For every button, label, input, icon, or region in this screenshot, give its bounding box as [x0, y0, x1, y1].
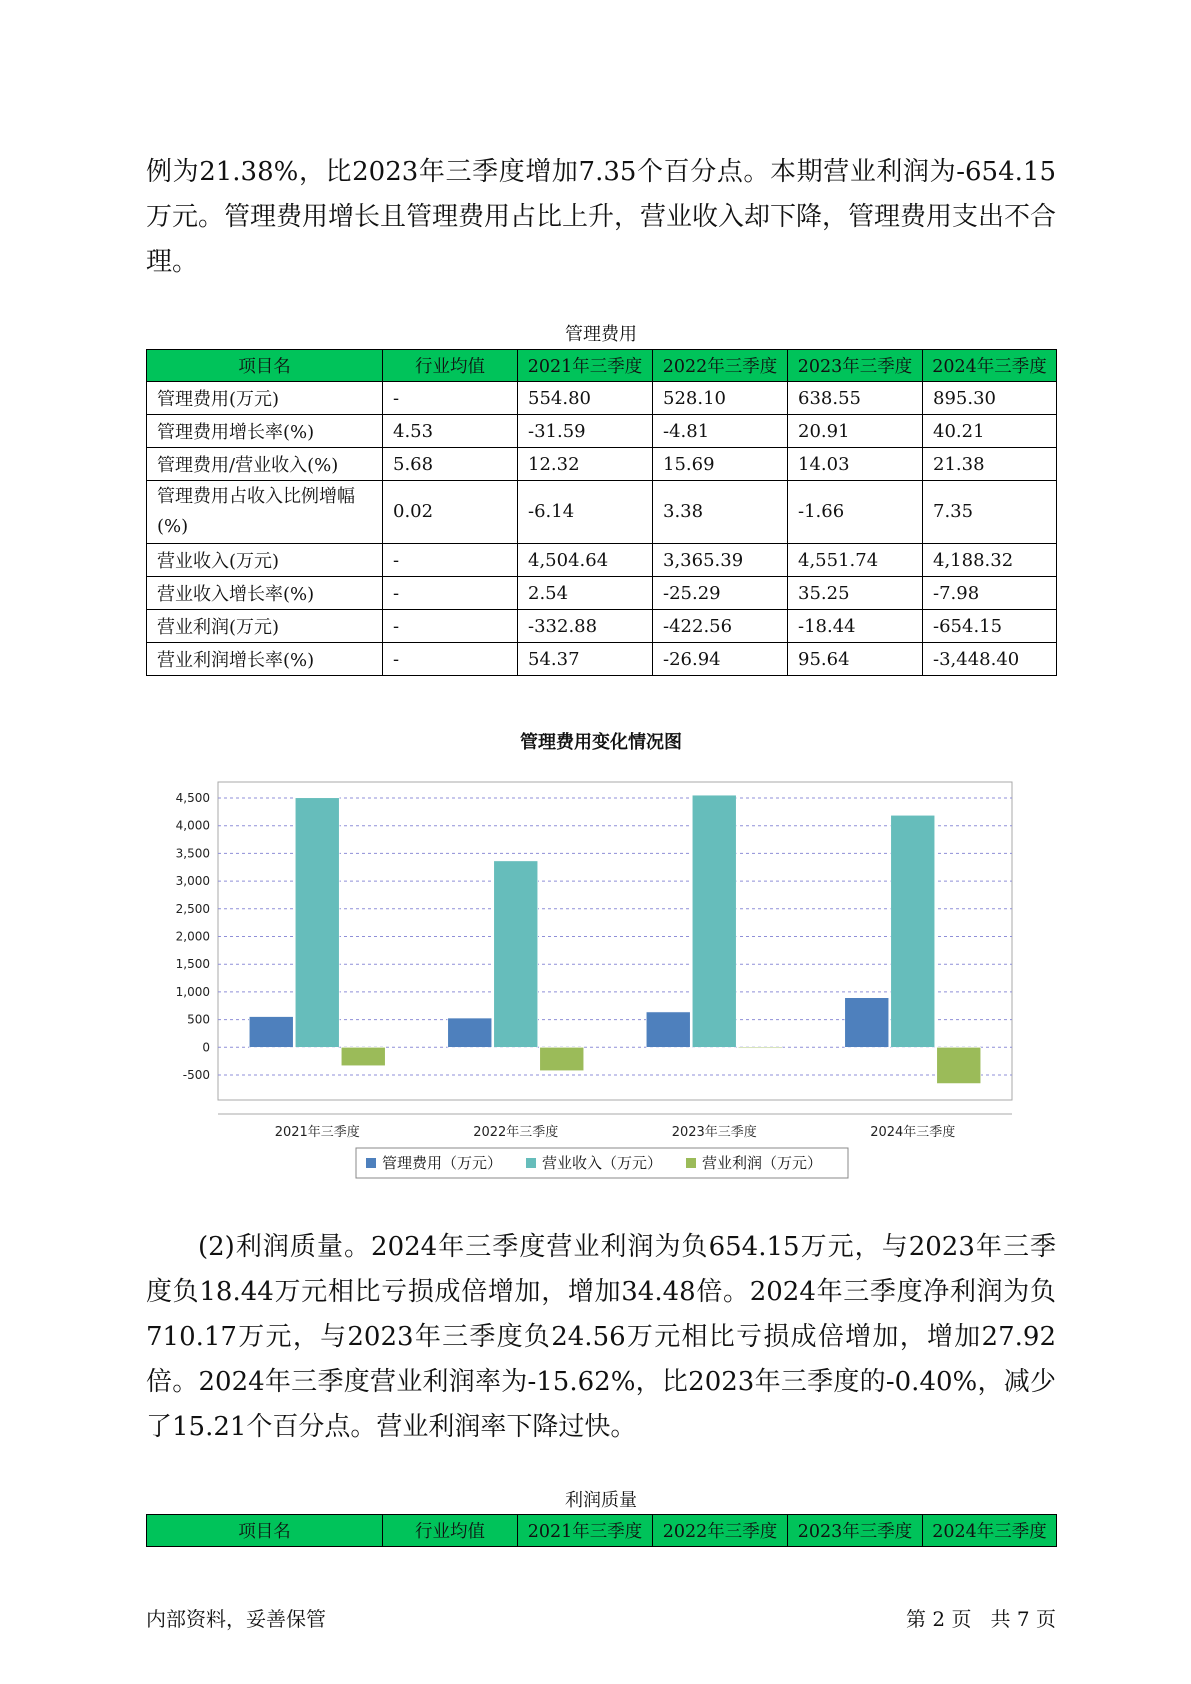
cell: -31.59 — [518, 415, 653, 448]
y-tick-label: 500 — [187, 1012, 210, 1027]
intro-paragraph: 例为21.38%，比2023年三季度增加7.35个百分点。本期营业利润为-654.15万元。管理费用增长且管理费用占比上升，营业收入却下降，管理费用支出不合理。 — [146, 157, 1057, 277]
bar — [494, 861, 538, 1047]
table-row — [147, 544, 1057, 577]
cell: 95.64 — [788, 643, 923, 676]
cell: - — [383, 610, 518, 643]
legend-swatch — [686, 1158, 696, 1168]
row-label: 管理费用(万元) — [147, 382, 383, 415]
legend-label: 管理费用（万元） — [382, 1154, 503, 1172]
row-label: 管理费用占收入比例增幅(%) — [147, 481, 383, 544]
cell: - — [383, 577, 518, 610]
y-tick-label: 0 — [202, 1040, 210, 1055]
cell: 20.91 — [788, 415, 923, 448]
row-label: 管理费用/营业收入(%) — [147, 448, 383, 481]
y-tick-label: 3,500 — [175, 846, 210, 861]
cell: 3,365.39 — [653, 544, 788, 577]
cell: -6.14 — [518, 481, 653, 544]
row-label: 营业利润(万元) — [147, 610, 383, 643]
cell: 4.53 — [383, 415, 518, 448]
table-row — [147, 610, 1057, 643]
cell: 895.30 — [923, 382, 1057, 415]
table-row — [147, 415, 1057, 448]
bar — [891, 815, 935, 1047]
cell: 12.32 — [518, 448, 653, 481]
header-cell: 2021年三季度 — [518, 350, 653, 382]
cell: 2.54 — [518, 577, 653, 610]
y-tick-label: 4,000 — [175, 818, 210, 833]
bar — [540, 1047, 584, 1070]
cell: -25.29 — [653, 577, 788, 610]
header-cell: 2021年三季度 — [518, 1515, 653, 1547]
y-tick-label: 2,500 — [175, 901, 210, 916]
admin-expense-chart — [146, 728, 1056, 1188]
header-cell: 2024年三季度 — [923, 350, 1057, 382]
cell: 15.69 — [653, 448, 788, 481]
table1-caption: 管理费用 — [565, 324, 637, 345]
y-tick-label: -500 — [182, 1068, 210, 1082]
footer-confidential: 内部资料，妥善保管 — [146, 1607, 326, 1631]
bar — [249, 1017, 293, 1048]
x-tick-label: 2024年三季度 — [870, 1125, 956, 1140]
cell: -18.44 — [788, 610, 923, 643]
header-cell: 2023年三季度 — [788, 350, 923, 382]
cell: 3.38 — [653, 481, 788, 544]
table-row — [147, 577, 1057, 610]
legend-label: 营业收入（万元） — [542, 1154, 663, 1172]
header-cell: 项目名 — [147, 1515, 383, 1547]
row-label: 营业利润增长率(%) — [147, 643, 383, 676]
table-header-row — [147, 1515, 1057, 1547]
cell: 5.68 — [383, 448, 518, 481]
cell: 4,504.64 — [518, 544, 653, 577]
cell: 40.21 — [923, 415, 1057, 448]
row-label: 营业收入(万元) — [147, 544, 383, 577]
bar — [738, 1047, 782, 1048]
header-cell: 行业均值 — [383, 1515, 518, 1547]
admin-expense-table — [146, 349, 1057, 676]
cell: -654.15 — [923, 610, 1057, 643]
cell: 7.35 — [923, 481, 1057, 544]
y-tick-label: 3,000 — [175, 874, 210, 889]
cell: -332.88 — [518, 610, 653, 643]
footer-page-number: 第 2 页 共 7 页 — [906, 1607, 1056, 1631]
cell: 554.80 — [518, 382, 653, 415]
legend-label: 营业利润（万元） — [702, 1154, 823, 1172]
table-row — [147, 382, 1057, 415]
bar — [692, 795, 736, 1047]
cell: -26.94 — [653, 643, 788, 676]
cell: 0.02 — [383, 481, 518, 544]
y-tick-label: 2,000 — [175, 929, 210, 944]
table-row — [147, 481, 1057, 544]
cell: -1.66 — [788, 481, 923, 544]
bar — [845, 998, 889, 1048]
cell: 638.55 — [788, 382, 923, 415]
cell: -3,448.40 — [923, 643, 1057, 676]
header-cell: 2022年三季度 — [653, 1515, 788, 1547]
cell: 54.37 — [518, 643, 653, 676]
cell: 14.03 — [788, 448, 923, 481]
row-label: 营业收入增长率(%) — [147, 577, 383, 610]
cell: -4.81 — [653, 415, 788, 448]
cell: 528.10 — [653, 382, 788, 415]
legend-swatch — [366, 1158, 376, 1168]
x-tick-label: 2023年三季度 — [671, 1125, 757, 1140]
bar — [937, 1047, 981, 1083]
profit-quality-paragraph: (2)利润质量。2024年三季度营业利润为负654.15万元，与2023年三季度负18.44万元相比亏损成倍增加，增加34.48倍。2024年三季度净利润为负710.17万元，与2023年三季度负24.56万元相比亏损成倍增加，增加27.92倍。2024年三季度营业利润率为-15.62%，比2023年三季度的-0.40%，减少了15.21个百分点。营业利润率下降过快。 — [146, 1232, 1056, 1442]
header-cell: 项目名 — [147, 350, 383, 382]
cell: - — [383, 544, 518, 577]
profit-quality-table — [146, 1514, 1057, 1547]
row-label: 管理费用增长率(%) — [147, 415, 383, 448]
y-tick-label: 1,500 — [175, 957, 210, 972]
bar — [341, 1047, 385, 1065]
cell: 4,551.74 — [788, 544, 923, 577]
cell: 35.25 — [788, 577, 923, 610]
y-tick-label: 1,000 — [175, 984, 210, 999]
table2-caption: 利润质量 — [565, 1490, 637, 1511]
chart-canvas — [146, 728, 1056, 1188]
bar — [295, 798, 339, 1048]
legend-swatch — [526, 1158, 536, 1168]
header-cell: 2022年三季度 — [653, 350, 788, 382]
table-row — [147, 643, 1057, 676]
table-header-row — [147, 350, 1057, 382]
header-cell: 2024年三季度 — [923, 1515, 1057, 1547]
cell: - — [383, 643, 518, 676]
cell: - — [383, 382, 518, 415]
y-tick-label: 4,500 — [175, 791, 210, 805]
cell: -7.98 — [923, 577, 1057, 610]
x-tick-label: 2021年三季度 — [274, 1125, 360, 1140]
cell: -422.56 — [653, 610, 788, 643]
cell: 21.38 — [923, 448, 1057, 481]
header-cell: 行业均值 — [383, 350, 518, 382]
x-tick-label: 2022年三季度 — [473, 1125, 559, 1140]
cell: 4,188.32 — [923, 544, 1057, 577]
header-cell: 2023年三季度 — [788, 1515, 923, 1547]
bar — [448, 1018, 492, 1047]
bar — [646, 1012, 690, 1047]
chart-title: 管理费用变化情况图 — [520, 732, 682, 753]
table-row — [147, 448, 1057, 481]
